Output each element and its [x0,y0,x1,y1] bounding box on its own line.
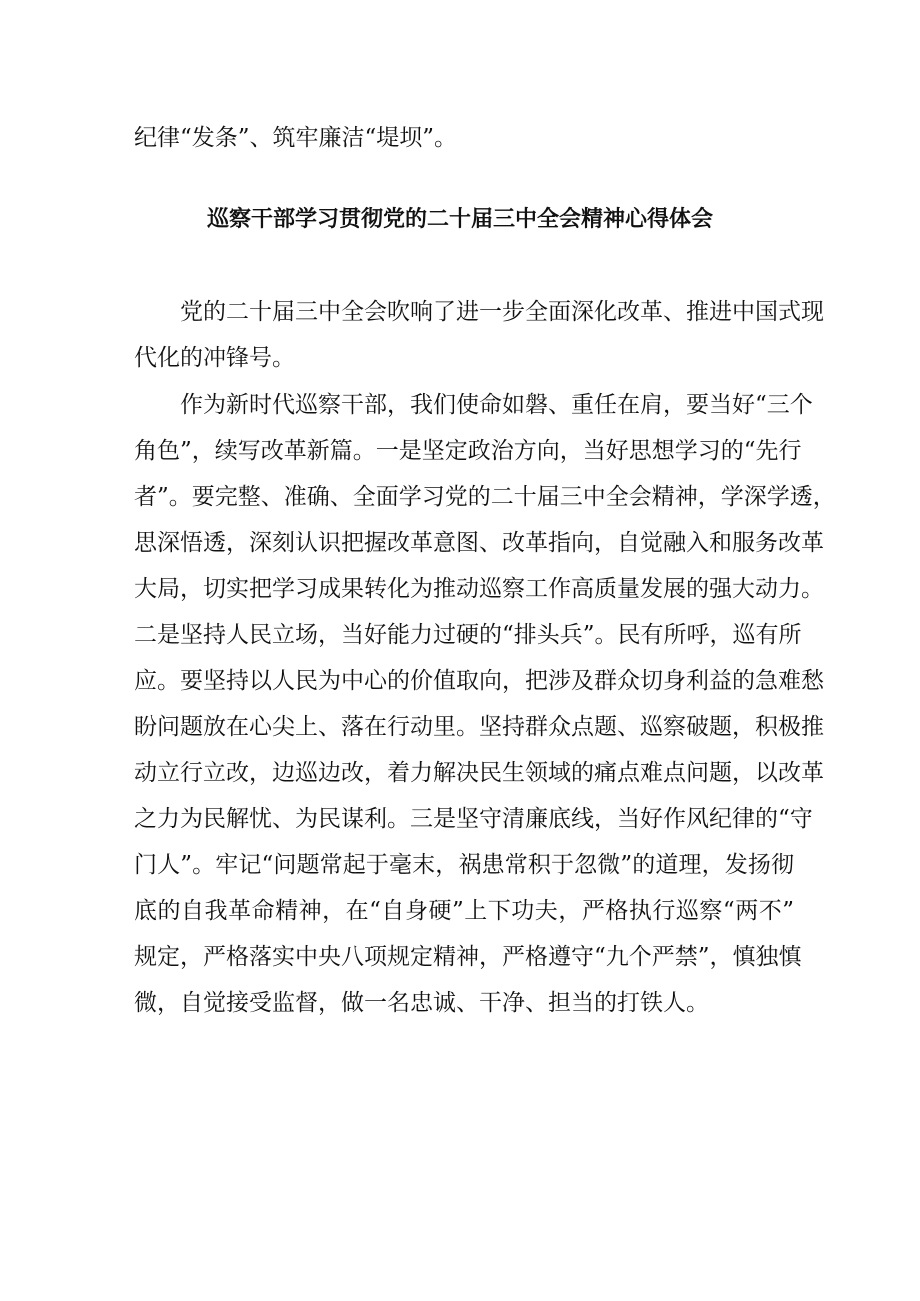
paragraph-line: 大局，切实把学习成果转化为推动巡察工作高质量发展的强大动力。 [134,576,824,602]
paragraph-line: 角色”，续写改革新篇。一是坚定政治方向，当好思想学习的“先行 [134,438,802,464]
paragraph-line: 代化的冲锋号。 [134,345,295,371]
document-title: 巡察干部学习贯彻党的二十届三中全会精神心得体会 [206,207,713,232]
paragraph-line: 门人”。牢记“问题常起于毫末，祸患常积于忽微”的道理，发扬彻 [134,852,794,878]
paragraph-line: 二是坚持人民立场，当好能力过硬的“排头兵”。民有所呼，巡有所 [134,622,802,648]
paragraph-line: 党的二十届三中全会吹响了进一步全面深化改革、推进中国式现 [180,299,824,325]
paragraph-line: 思深悟透，深刻认识把握改革意图、改革指向，自觉融入和服务改革 [134,530,824,556]
paragraph-line: 盼问题放在心尖上、落在行动里。坚持群众点题、巡察破题，积极推 [134,714,824,740]
paragraph-line: 之力为民解忧、为民谋利。三是坚守清廉底线，当好作风纪律的“守 [134,806,813,832]
paragraph-line: 应。要坚持以人民为中心的价值取向，把涉及群众切身利益的急难愁 [134,668,824,694]
paragraph-line: 底的自我革命精神，在“自身硬”上下功夫，严格执行巡察“两不” [134,898,794,924]
paragraph-line: 微，自觉接受监督，做一名忠诚、干净、担当的打铁人。 [134,990,709,1016]
paragraph-line: 者”。要完整、准确、全面学习党的二十届三中全会精神，学深学透， [134,484,836,510]
paragraph-line: 规定，严格落实中央八项规定精神，严格遵守“九个严禁”，慎独慎 [134,944,802,970]
intro-line: 纪律“发条”、筑牢廉洁“堤坝”。 [134,125,458,151]
paragraph-line: 作为新时代巡察干部，我们使命如磐、重任在肩，要当好“三个 [180,392,813,418]
paragraph-line: 动立行立改，边巡边改，着力解决民生领域的痛点难点问题，以改革 [134,760,824,786]
